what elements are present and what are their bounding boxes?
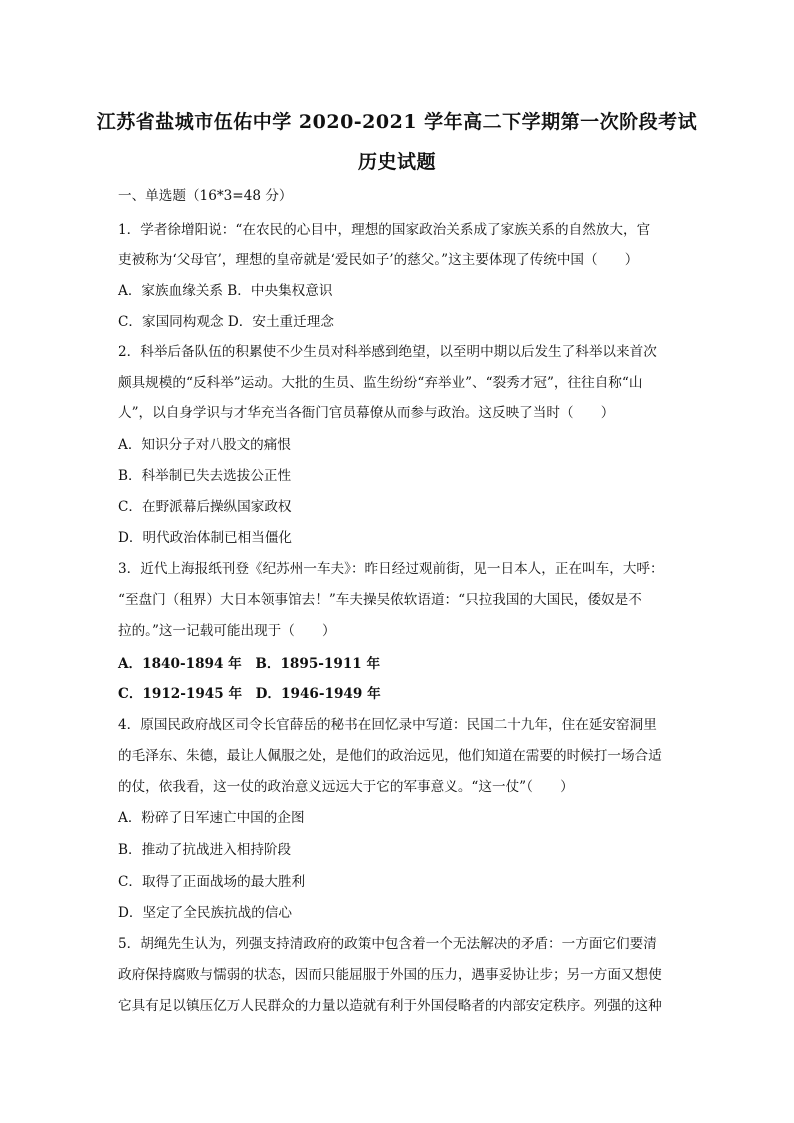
question-1-line-2: 吏被称为‘父母官’，理想的皇帝就是‘爱民如子’的慈父。”这主要体现了传统中国（ ）: [118, 252, 639, 268]
question-4-option-d: D．坚定了全民族抗战的信心: [118, 905, 293, 921]
document-title: 江苏省盐城市伍佑中学 2020-2021 学年高二下学期第一次阶段考试: [96, 111, 698, 133]
question-3-line-1: 3．近代上海报纸刊登《纪苏州一车夫》：昨日经过观前街，见一日本人，正在叫车，大呼：: [118, 561, 664, 577]
question-3-line-3: 拉的。”这一记载可能出现于（ ）: [118, 623, 336, 639]
question-2-option-a: A．知识分子对八股文的痛恨: [118, 437, 291, 453]
question-3-line-2: “至盘门（租界）大日本领事馆去！”车夫操吴侬软语道：“只拉我国的大国民，倭奴是不: [118, 592, 642, 608]
question-2-option-b: B．科举制已失去选拔公正性: [118, 468, 292, 484]
question-1-option-row-1: A．家族血缘关系 B．中央集权意识: [118, 283, 333, 299]
question-5-line-2: 政府保持腐败与懦弱的状态，因而只能屈服于外国的压力，遇事妥协让步；另一方面又想使: [118, 967, 662, 983]
question-1-option-row-2: C．家国同构观念 D．安土重迁理念: [118, 314, 334, 330]
question-4-line-1: 4．原国民政府战区司令长官薛岳的秘书在回忆录中写道：民国二十九年，住在延安窑洞里: [118, 717, 657, 733]
question-5-line-3: 它具有足以镇压亿万人民群众的力量以造就有利于外国侵略者的内部安定秩序。列强的这种: [118, 998, 662, 1014]
question-4-line-2: 的毛泽东、朱德，最让人佩服之处，是他们的政治远见，他们知道在需要的时候打一场合适: [118, 748, 662, 764]
question-4-option-b: B．推动了抗战进入相持阶段: [118, 842, 292, 858]
question-2-line-1: 2．科举后备队伍的积累使不少生员对科举感到绝望，以至明中期以后发生了科举以来首次: [118, 344, 657, 360]
question-4-line-3: 的仗，依我看，这一仗的政治意义远远大于它的军事意义。“这一仗”（ ）: [118, 779, 574, 795]
question-5-line-1: 5．胡绳先生认为，列强支持清政府的政策中包含着一个无法解决的矛盾：一方面它们要清: [118, 936, 657, 952]
question-1-line-1: 1．学者徐增阳说：“在农民的心目中，理想的国家政治关系成了家族关系的自然放大，官: [118, 222, 651, 238]
section-heading: 一、单选题（16*3=48 分）: [118, 188, 293, 204]
question-3-option-row-1: A．1840-1894 年 B．1895-1911 年: [118, 656, 381, 672]
question-2-line-2: 颇具规模的“反科举”运动。大批的生员、监生纷纷“弃举业”、“裂秀才冠”，往往自称“山: [118, 375, 643, 391]
question-4-option-c: C．取得了正面战场的最大胜利: [118, 874, 306, 890]
question-3-option-row-2: C．1912-1945 年 D．1946-1949 年: [118, 686, 381, 702]
question-2-option-c: C．在野派幕后操纵国家政权: [118, 499, 292, 515]
question-4-option-a: A．粉碎了日军速亡中国的企图: [118, 810, 305, 826]
document-subtitle: 历史试题: [357, 151, 436, 173]
question-2-line-3: 人”，以自身学识与才华充当各衙门官员幕僚从而参与政治。这反映了当时（ ）: [118, 405, 615, 421]
question-2-option-d: D．明代政治体制已相当僵化: [118, 530, 293, 546]
